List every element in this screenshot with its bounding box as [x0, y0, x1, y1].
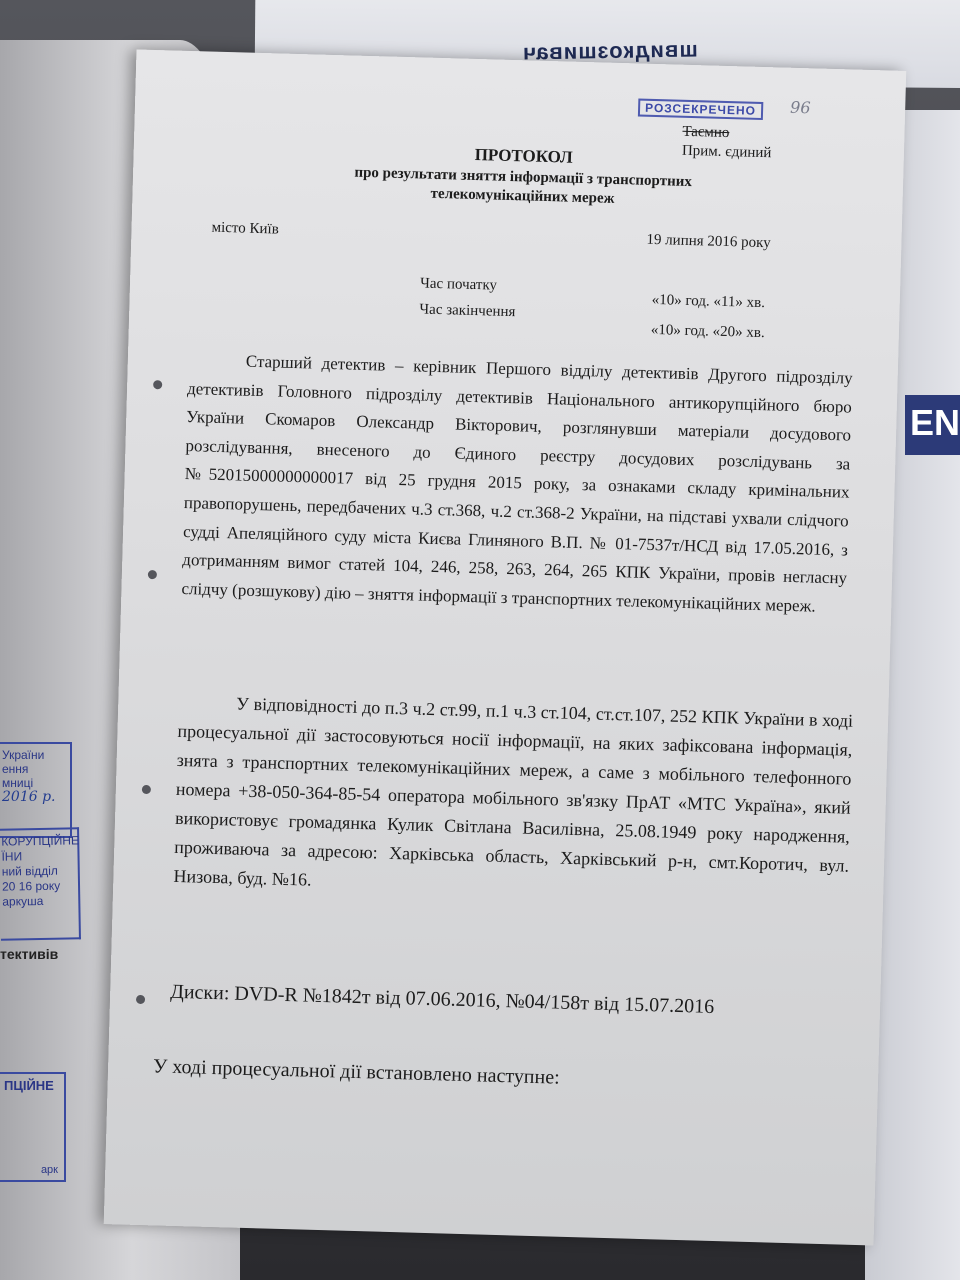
left-stamp-2-line: КОРУПЦІЙНЕ	[1, 833, 80, 849]
left-stamp-3-ark: арк	[40, 1164, 58, 1176]
left-stamp-2-line: ЇНИ	[1, 849, 23, 864]
document-title: ПРОТОКОЛ	[474, 144, 573, 167]
left-stamp-2	[0, 827, 81, 940]
left-stamp-2-line: ний відділ	[1, 863, 58, 879]
protocol-sheet	[104, 49, 907, 1245]
punch-hole	[142, 785, 151, 794]
left-stamp-3	[0, 1072, 66, 1182]
declassified-stamp: РОЗСЕКРЕЧЕНО	[638, 99, 763, 120]
secret-label-crossed: Таємно	[682, 123, 730, 142]
punch-hole	[153, 380, 162, 389]
folder-label: швидкозшивач	[521, 36, 698, 65]
left-stamp-2-line: 20 16 року	[1, 878, 61, 894]
copy-note: Прим. єдиний	[681, 142, 772, 162]
result-intro: У ході процесуальної дії встановлено наступне:	[152, 1055, 560, 1089]
end-time-value: «10» год. «20» хв.	[650, 321, 765, 342]
left-stamp-1-line: ення	[2, 762, 29, 776]
body-paragraph-2	[173, 688, 853, 910]
left-stamp-1-line: 2016 р.	[2, 789, 56, 805]
left-stamp-1-line: України	[2, 748, 45, 762]
indent	[178, 708, 236, 710]
left-page-text: тективів	[0, 946, 59, 962]
handwritten-page-number: 96	[789, 97, 811, 118]
punch-hole	[148, 570, 157, 579]
left-stamp-1	[0, 742, 72, 838]
disks-line: Диски: DVD-R №1842т від 07.06.2016, №04/158т від 15.07.2016	[169, 980, 715, 1018]
left-stamp-1-line: мниці	[2, 776, 34, 790]
body-paragraph-1	[181, 346, 853, 622]
subtitle-line: телекомунікаційних мереж	[430, 185, 615, 207]
punch-hole	[136, 995, 145, 1004]
document-subtitle	[262, 161, 783, 214]
paragraph-text: У відповідності до п.3 ч.2 ст.99, п.1 ч.3 ст.104, ст.ст.107, 252 КПК України в ході процесуальної дії застосовуються носії інформації, на яких зафіксована інформація, знята з транспортних телекомунікаційних мереж, а саме з мобільного телефонного номера +38-050-364-85-54 оператора мобільного зв'язку ПрАТ «МТС Україна», який використовує громадянка Кулик Світлана Василівна, 25.08.1949 року народження, проживаюча за адресою: Харківська область, Харківський р-н, смт.Коротич, вул. Низова, буд. №16.	[173, 693, 854, 890]
start-time-value: «10» год. «11» хв.	[651, 291, 766, 312]
start-time-label: Час початку	[419, 275, 498, 294]
end-time-label: Час закінчення	[419, 301, 516, 321]
left-stamp-3-text: ПЦІЙНЕ	[4, 1078, 54, 1093]
right-folder-text: EN	[910, 402, 960, 443]
indent	[188, 365, 246, 367]
paragraph-text: Старший детектив – керівник Першого відділу детективів Другого підрозділу детективів Головного підрозділу детективів Національного антикорупційного бюро України Скомаров Олександр Вікторович, розглянувши матеріали досудового розслідування, внесеного до Єдиного реєстру досудових розслідувань за №52015000000000017 від 25 грудня 2015 року, за ознаками складу кримінальних правопорушень, передбачених ч.3 ст.368, ч.2 ст.368-2 України, на підставі ухвали слідчого судді Апеляційного суду міста Києва Глиняного В.П. № 01-7537т/НСД від 17.05.2016, з дотриманням вимог статей 104, 246, 258, 263, 264, 265 КПК України, провів негласну слідчу (розшукову) дію – зняття інформації з транспортних телекомунікаційних мереж.	[181, 351, 853, 616]
city: місто Київ	[211, 219, 280, 238]
subtitle-line: про результати зняття інформації з транспортних	[354, 164, 693, 191]
document-date: 19 липня 2016 року	[646, 231, 771, 252]
left-stamp-2-line: аркуша	[2, 893, 44, 909]
